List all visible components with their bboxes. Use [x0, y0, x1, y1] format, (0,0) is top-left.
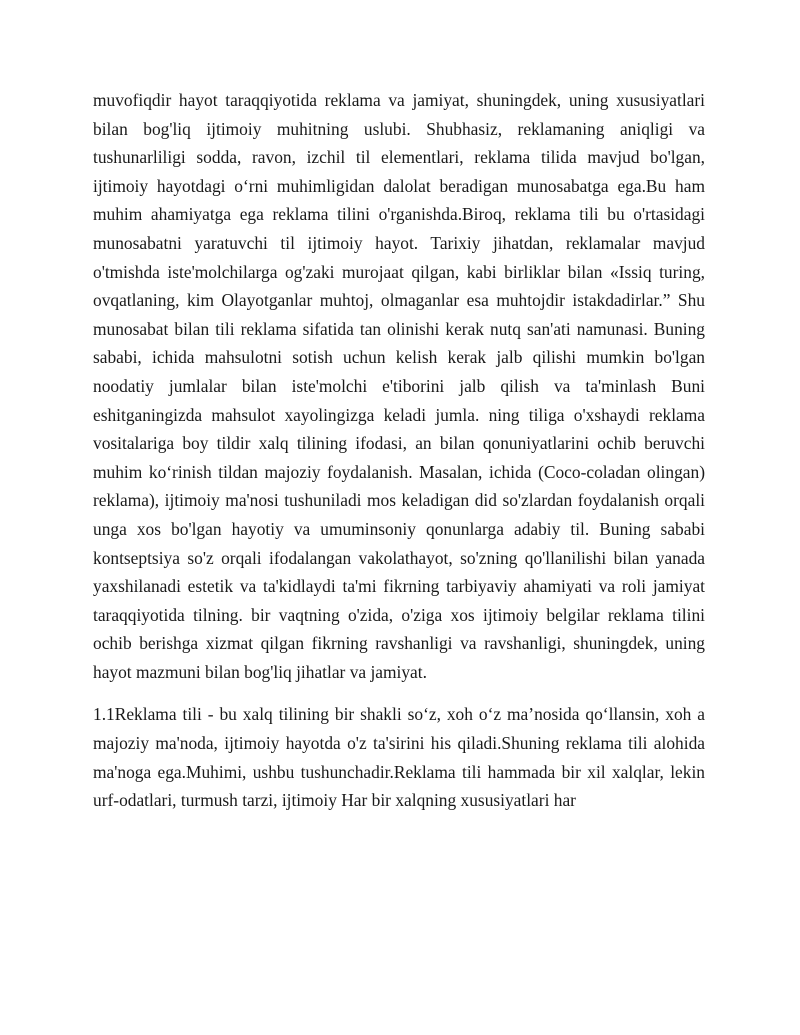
document-page: [93, 86, 705, 815]
body-paragraph-2: 1.1Reklama tili - bu xalq tilining bir shakli so‘z, xoh o‘z ma’nosida qo‘llansin, xoh a majoziy ma'noda, ijtimoiy hayotda o'z ta'sirini his qiladi.Shuning reklama tili alohida ma'noga ega.Muhimi, ushbu tushunchadir.Reklama tili hammada bir xil xalqlar, lekin urf-odatlari, turmush tarzi, ijtimoiy Har bir xalqning xususiyatlari har: [93, 704, 705, 811]
body-paragraph-1: muvofiqdir hayot taraqqiyotida reklama va jamiyat, shuningdek, uning xususiyatlari bilan bog'liq ijtimoiy muhitning uslubi. Shubhasiz, reklamaning aniqligi va tushunarliligi sodda, ravon, izchil til elementlari, reklama tilida mavjud bo'lgan, ijtimoiy hayotdagi o‘rni muhimligidan dalolat beradigan munosabatga ega.Bu ham muhim ahamiyatga ega reklama tilini o'rganishda.Biroq, reklama tili bu o'rtasidagi munosabatni yaratuvchi til ijtimoiy hayot. Tarixiy jihatdan, reklamalar mavjud o'tmishda iste'molchilarga og'zaki murojaat qilgan, kabi birliklar bilan «Issiq turing, ovqatlaning, kim Olayotganlar muhtoj, olmaganlar esa muhtojdir istakdadirlar.” Shu munosabat bilan tili reklama sifatida tan olinishi kerak nutq san'ati namunasi. Buning sababi, ichida mahsulotni sotish uchun kelish kerak jalb qilishi mumkin bo'lgan noodatiy jumlalar bilan iste'molchi e'tiborini jalb qilish va ta'minlash Buni eshitganingizda mahsulot xayolingizga keladi jumla. ning tiliga o'xshaydi reklama vositalariga boy tildir xalq tilining ifodasi, an bilan qonuniyatlarini ochib beruvchi muhim ko‘rinish tildan majoziy foydalanish. Masalan, ichida (Coco-coladan olingan) reklama), ijtimoiy ma'nosi tushuniladi mos keladigan did so'zlardan foydalanish orqali unga xos bo'lgan hayotiy va umuminsoniy qonunlarga adabiy til. Buning sababi kontseptsiya so'z orqali ifodalangan vakolathayot, so'zning qo'llanilishi bilan yanada yaxshilanadi estetik va ta'kidlaydi ta'mi fikrning tarbiyaviy ahamiyati va roli jamiyat taraqqiyotida tilning. bir vaqtning o'zida, o'ziga xos ijtimoiy belgilar reklama tilini ochib berishga xizmat qilgan fikrning ravshanligi va ravshanligi, shuningdek, uning hayot mazmuni bilan bog'liq jihatlar va jamiyat.: [93, 90, 705, 682]
